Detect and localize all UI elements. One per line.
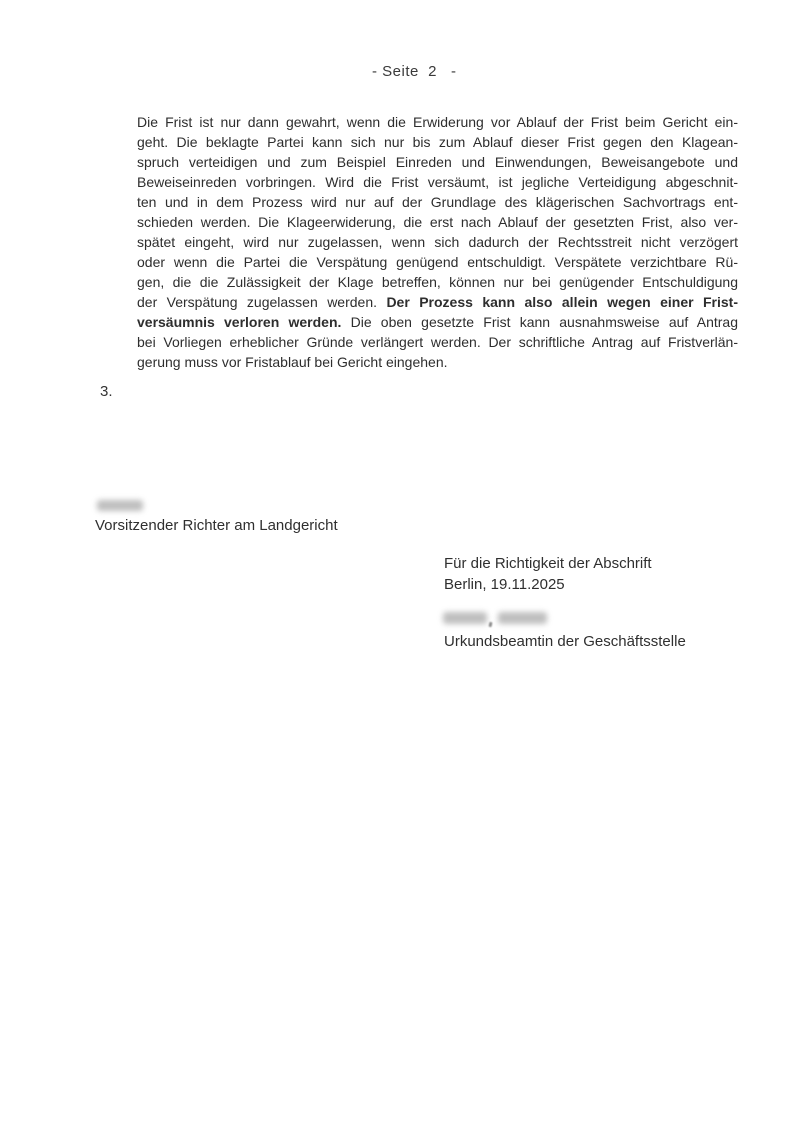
attestation-line: Für die Richtigkeit der Abschrift <box>444 555 652 572</box>
paragraph-line: bei Vorliegen erheblicher Gründe verlängert werden. Der schriftliche Antrag auf Fristverlän- <box>137 334 738 350</box>
paragraph-line: oder wenn die Partei die Verspätung genügend entschuldigt. Verspätete verzichtbare Rü- <box>137 254 738 270</box>
paragraph-line: spätet eingeht, wird nur zugelassen, wenn sich dadurch der Rechtsstreit nicht verzögert <box>137 234 738 250</box>
list-item-number: 3. <box>100 383 113 400</box>
clerk-title: Urkundsbeamtin der Geschäftsstelle <box>444 633 686 650</box>
body-paragraph <box>137 112 738 372</box>
redacted-name-comma-mark <box>489 622 493 628</box>
bold-emphasis: versäumnis verloren werden. <box>137 314 342 330</box>
judge-title: Vorsitzender Richter am Landgericht <box>95 517 338 534</box>
attestation-place-date: Berlin, 19.11.2025 <box>444 576 565 593</box>
paragraph-line: der Verspätung zugelassen werden. Der Prozess kann also allein wegen einer Frist- <box>137 294 738 310</box>
paragraph-line: gen, die die Zulässigkeit der Klage betreffen, können nur bei genügender Entschuldigung <box>137 274 738 290</box>
paragraph-line: Beweiseinreden vorbringen. Wird die Frist versäumt, ist jegliche Verteidigung abgeschnit- <box>137 174 738 190</box>
paragraph-line: schieden werden. Die Klageerwiderung, die erst nach Ablauf der gesetzten Frist, also ver- <box>137 214 738 230</box>
paragraph-line: Die Frist ist nur dann gewahrt, wenn die Erwiderung vor Ablauf der Frist beim Gericht ein- <box>137 114 738 130</box>
paragraph-line: ten und in dem Prozess wird nur auf der Grundlage des klägerischen Sachvortrags ent- <box>137 194 738 210</box>
redacted-clerk-name-blur <box>498 612 547 624</box>
bold-emphasis: Der Prozess kann also allein wegen einer Frist- <box>386 294 738 310</box>
page-number-header: - Seite 2 - <box>372 63 457 80</box>
paragraph-line: gerung muss vor Fristablauf bei Gericht eingehen. <box>137 354 448 370</box>
paragraph-line: spruch verteidigen und zum Beispiel Einreden und Einwendungen, Beweisangebote und <box>137 154 738 170</box>
paragraph-line: geht. Die beklagte Partei kann sich nur bis zum Ablauf dieser Frist gegen den Klagean- <box>137 134 738 150</box>
redacted-clerk-name-blur <box>443 612 487 624</box>
paragraph-line: versäumnis verloren werden. Die oben gesetzte Frist kann ausnahmsweise auf Antrag <box>137 314 738 330</box>
redacted-judge-name-blur <box>97 500 143 511</box>
